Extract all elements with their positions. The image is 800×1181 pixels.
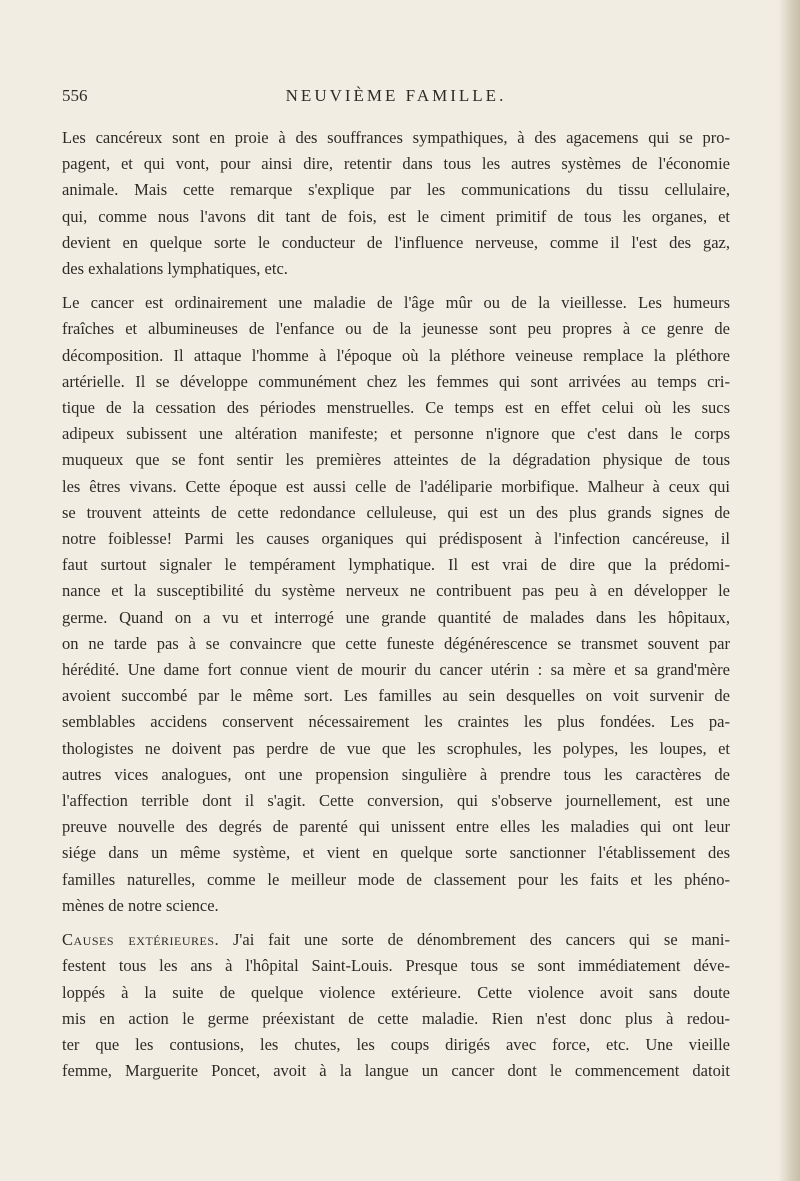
text-line: autres vices analogues, ont une propension singulière à prendre tous les caractères de <box>62 764 730 784</box>
text-line: familles naturelles, comme le meilleur mode de classement pour les faits et les phéno- <box>62 869 730 889</box>
text-line: germe. Quand on a vu et interrogé une grande quantité de malades dans les hôpitaux, <box>62 607 730 627</box>
text-line: on ne tarde pas à se convaincre que cette funeste dégénérescence se transmet souvent par <box>62 633 730 653</box>
page-number: 556 <box>62 86 88 105</box>
text-line: qui, comme nous l'avons dit tant de fois, est le ciment primitif de tous les organes, et <box>62 206 730 226</box>
text-line: adipeux subissent une altération manifeste; et personne n'ignore que c'est dans le corps <box>62 424 730 444</box>
page-body <box>62 125 730 1084</box>
text-line: tique de la cessation des périodes menstruelles. Ce temps est en effet celui où les sucs <box>62 398 730 418</box>
paragraph-external-causes <box>62 927 730 1084</box>
text-line: Le cancer est ordinairement une maladie de l'âge mûr ou de la vieillesse. Les humeurs <box>62 293 730 313</box>
text-line: muqueux que se font sentir les premières atteintes de la dégradation physique de tous <box>62 450 730 470</box>
text-line: pagent, et qui vont, pour ainsi dire, retentir dans tous les autres systèmes de l'économie <box>62 154 730 174</box>
text-line: les êtres vivans. Cette époque est aussi celle de l'adéliparie morbifique. Malheur à ceux qui <box>62 476 730 496</box>
text-line: l'affection terrible dont il s'agit. Cette conversion, qui s'observe journellement, est une <box>62 791 730 811</box>
text-line: devient en quelque sorte le conducteur de l'influence nerveuse, comme il l'est des gaz, <box>62 232 730 252</box>
text-line <box>62 927 730 953</box>
text-line: fraîches et albumineuses de l'enfance ou de la jeunesse sont peu propres à ce genre de <box>62 319 730 339</box>
text-line: ter que les contusions, les chutes, les coups dirigés avec force, etc. Une vieille <box>62 1034 730 1054</box>
paragraph-age-and-predisposition <box>62 290 730 919</box>
text-line: faut surtout signaler le tempérament lymphatique. Il est vrai de dire que la prédomi- <box>62 555 730 575</box>
text-line: décomposition. Il attaque l'homme à l'époque où la pléthore veineuse remplace la pléthore <box>62 345 730 365</box>
text-line: loppés à la suite de quelque violence extérieure. Cette violence avoit sans doute <box>62 982 730 1002</box>
page-edge-shadow <box>778 0 800 1181</box>
text-line: se trouvent atteints de cette redondance celluleuse, qui est un des plus grands signes de <box>62 502 730 522</box>
text-line: semblables accidens conservent nécessairement les craintes les plus fondées. Les pa- <box>62 712 730 732</box>
text-line: preuve nouvelle des degrés de parenté qui unissent entre elles les maladies qui ont leur <box>62 817 730 837</box>
text-line: mis en action le germe préexistant de cette maladie. Rien n'est donc plus à redou- <box>62 1008 730 1028</box>
text-line: Les cancéreux sont en proie à des souffrances sympathiques, à des agacemens qui se pro- <box>62 128 730 147</box>
text-line: thologistes ne doivent pas perdre de vue que les scrophules, les polypes, les loupes, et <box>62 738 730 758</box>
paragraph-sympathetic-sufferings <box>62 125 730 282</box>
text-line: notre foiblesse! Parmi les causes organiques qui prédisposent à l'infection cancéreuse, il <box>62 529 730 549</box>
text-line: femme, Marguerite Poncet, avoit à la langue un cancer dont le commencement datoit <box>62 1061 730 1081</box>
text-line: avoient succombé par le même sort. Les familles au sein desquelles on voit survenir de <box>62 686 730 706</box>
text-line: mènes de notre science. <box>62 895 219 915</box>
text-line: siége dans un même système, et vient en quelque sorte sanctionner l'établissement des <box>62 843 730 863</box>
text-line: nance et la susceptibilité du système nerveux ne contribuent pas peu à en développer le <box>62 581 730 601</box>
section-heading-external-causes: Causes extérieures. <box>62 930 220 950</box>
page-header <box>62 86 730 110</box>
text-line: hérédité. Une dame fort connue vient de mourir du cancer utérin : sa mère et sa grand'mère <box>62 660 730 680</box>
text-line: artérielle. Il se développe communément chez les femmes qui sont arrivées au temps cri- <box>62 371 730 391</box>
text-line: animale. Mais cette remarque s'explique par les communications du tissu cellulaire, <box>62 180 730 200</box>
text-line: festent tous les ans à l'hôpital Saint-Louis. Presque tous se sont immédiatement déve- <box>62 956 730 976</box>
running-title: NEUVIÈME FAMILLE. <box>285 86 507 105</box>
text-line: des exhalations lymphatiques, etc. <box>62 259 288 279</box>
text-fragment: J'ai fait une sorte de dénombrement des cancers qui se mani- <box>219 930 730 950</box>
